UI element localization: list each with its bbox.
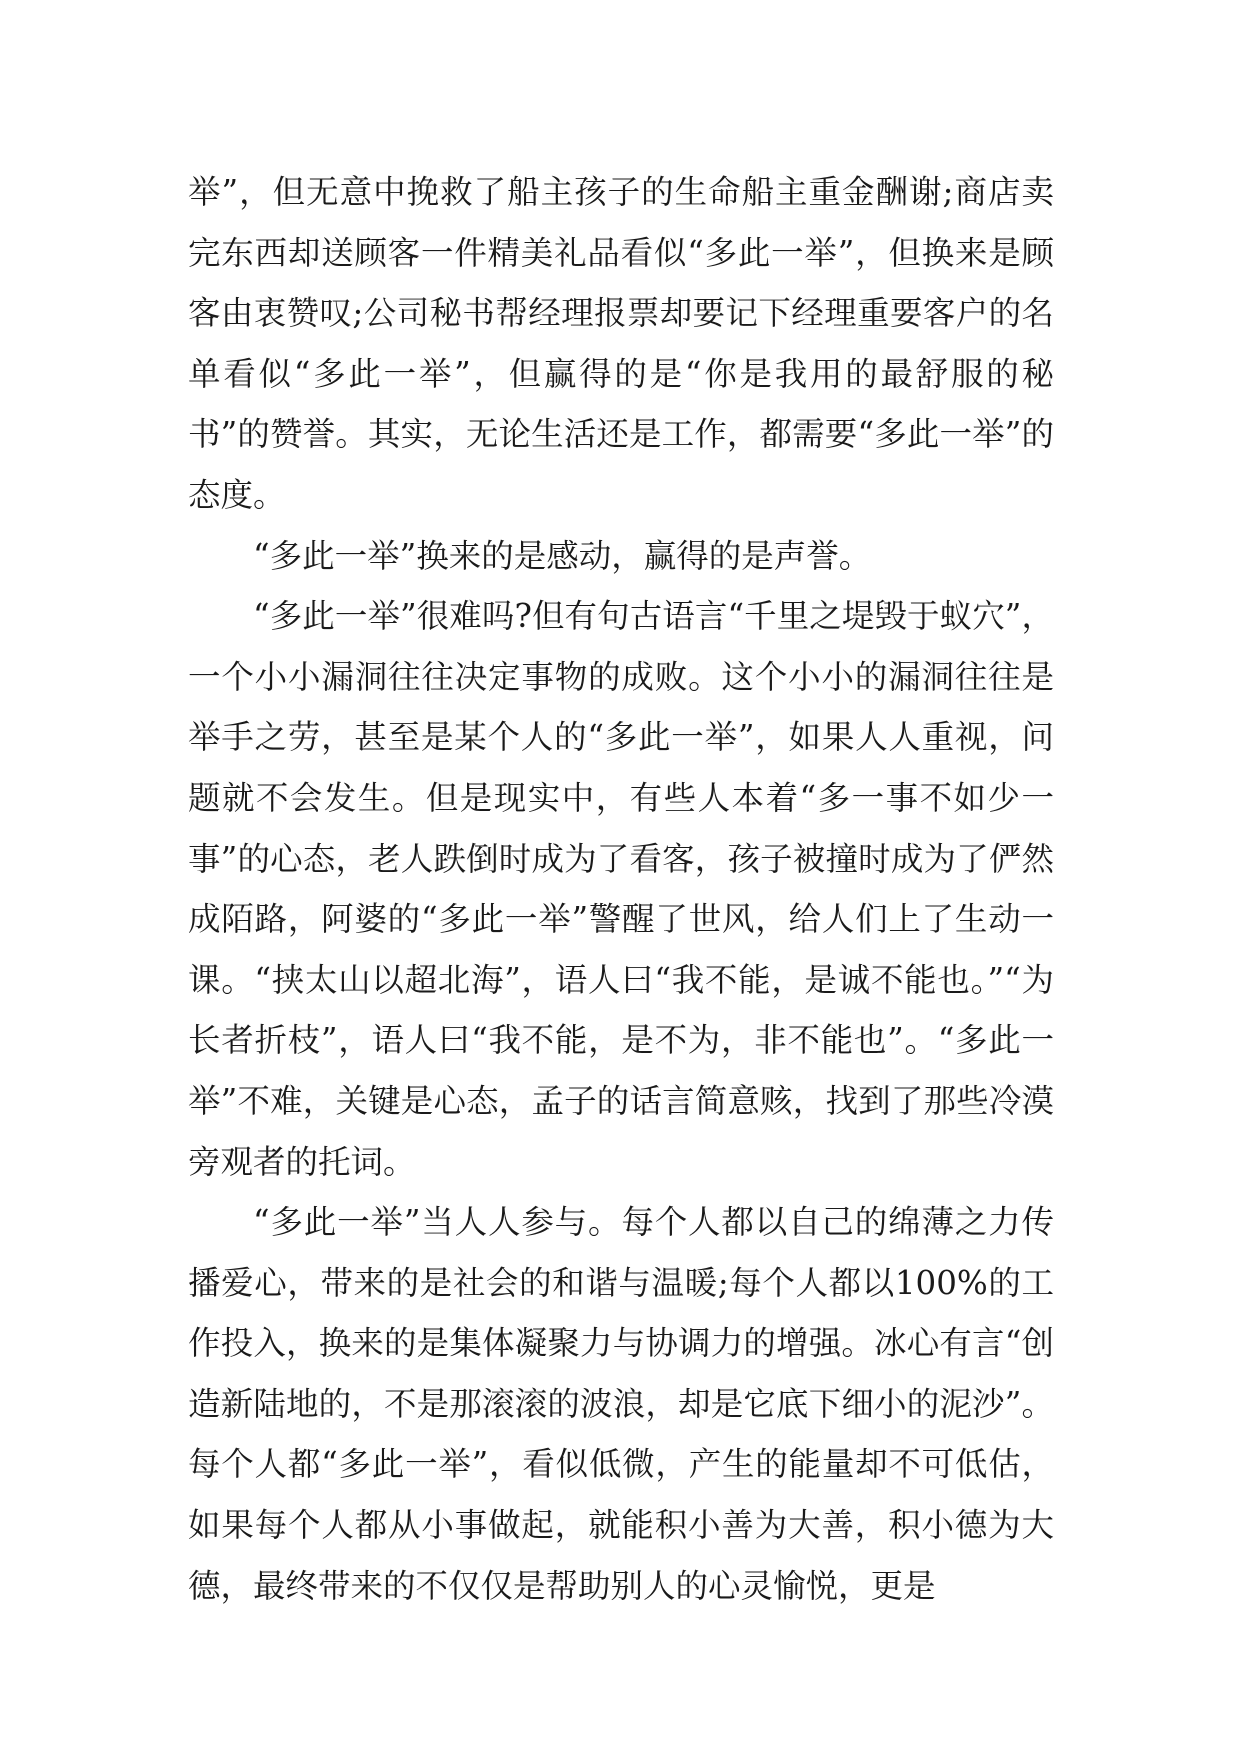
paragraph-2: “多此一举”换来的是感动，赢得的是声誉。 xyxy=(253,536,872,575)
paragraph-1: 举”，但无意中挽救了船主孩子的生命船主重金酬谢;商店卖完东西却送顾客一件精美礼品看似“多此一举”，但换来是顾客由衷赞叹;公司秘书帮经理报票却要记下经理重要客户的名单看似“多此一举”，但赢得的是“你是我用的最舒服的秘书”的赞誉。其实，无论生活还是工作，都需要“多此一举”的态度。 xyxy=(188,173,1054,514)
paragraph-4: “多此一举”当人人参与。每个人都以自己的绵薄之力传播爱心，带来的是社会的和谐与温暖;每个人都以100%的工作投入，换来的是集体凝聚力与协调力的增强。冰心有言“创造新陆地的，不是那滚滚的波浪，却是它底下细小的泥沙”。每个人都“多此一举”，看似低微，产生的能量却不可低估，如果每个人都从小事做起，就能积小善为大善，积小德为大德，最终带来的不仅仅是帮助别人的心灵愉悦，更是 xyxy=(188,1203,1054,1605)
paragraph-3: “多此一举”很难吗?但有句古语言“千里之堤毁于蚁穴”，一个小小漏洞往往决定事物的成败。这个小小的漏洞往往是举手之劳，甚至是某个人的“多此一举”，如果人人重视，问题就不会发生。但是现实中，有些人本着“多一事不如少一事”的心态，老人跌倒时成为了看客，孩子被撞时成为了俨然成陌路，阿婆的“多此一举”警醒了世风，给人们上了生动一课。“挟太山以超北海”，语人曰“我不能，是诚不能也。”“为长者折枝”，语人曰“我不能，是不为，非不能也”。“多此一举”不难，关键是心态，孟子的话言简意赅，找到了那些冷漠旁观者的托词。 xyxy=(188,597,1054,1181)
body-text xyxy=(188,162,1054,1616)
